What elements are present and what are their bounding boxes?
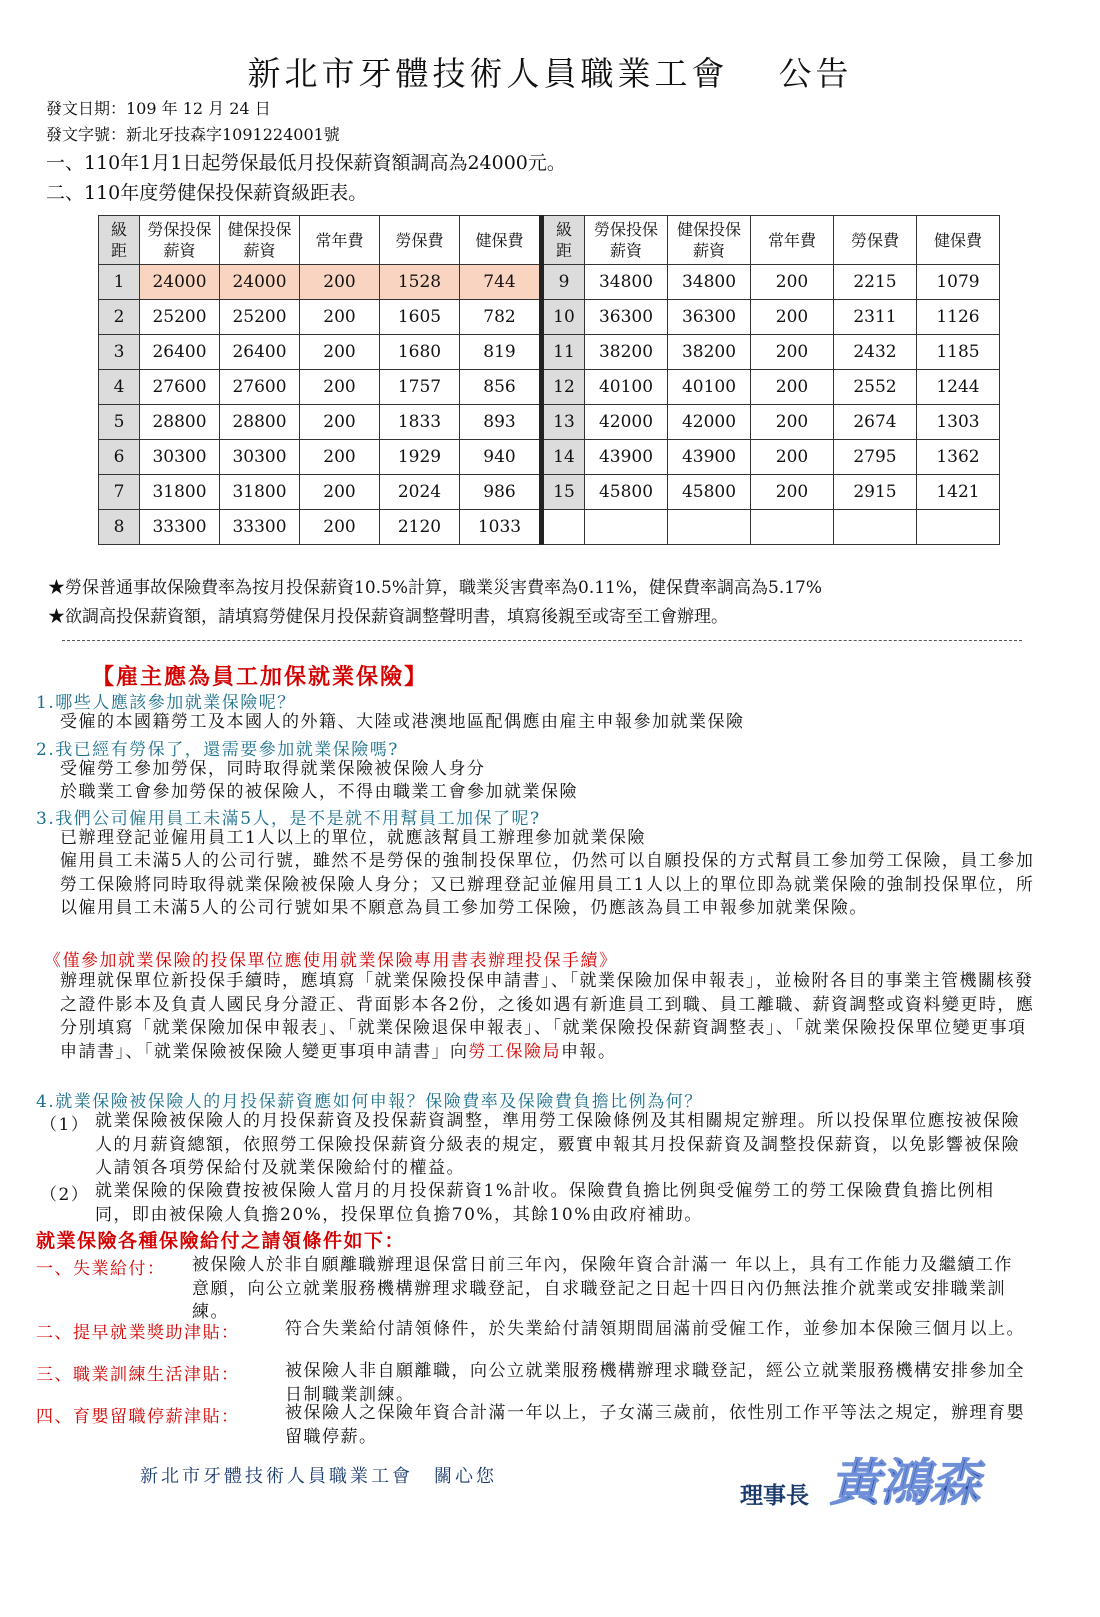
column-header: 常年費	[300, 216, 380, 265]
table-cell: 34800	[668, 265, 751, 300]
table-cell: 42000	[585, 405, 668, 440]
table-row	[99, 440, 1000, 475]
special-title: 《僅參加就業保險的投保單位應使用就業保險專用書表辦理投保手續》	[44, 951, 618, 971]
table-cell: 744	[460, 265, 542, 300]
title-main: 新北市牙體技術人員職業工會	[247, 54, 729, 93]
q4-p2: 就業保險的保險費按被保險人當月的月投保薪資1%計收。保險費負擔比例與受僱勞工的勞工保險費負擔比例相同，即由被保險人負擔20%，投保單位負擔70%，其餘10%由政府補助。	[95, 1181, 995, 1225]
benefit-3-text: 被保險人非自願離職，向公立就業服務機構辦理求職登記，經公立就業服務機構安排參加全日制職業訓練。	[285, 1361, 1025, 1405]
table-cell: 1033	[460, 510, 542, 545]
q4-p1-no: （1）	[40, 1115, 90, 1135]
benefit-4-label: 四、育嬰留職停薪津貼：	[36, 1407, 240, 1427]
table-cell: 200	[300, 440, 380, 475]
benefit-1-text: 被保險人於非自願離職辦理退保當日前三年內，保險年資合計滿一 年以上，具有工作能力及繼續工作意願，向公立就業服務機構辦理求職登記，自求職登記之日起十四日內仍無法推介就業或安排職業訓練。	[192, 1255, 1013, 1322]
table-cell: 36300	[585, 300, 668, 335]
table-row	[99, 300, 1000, 335]
table-cell: 200	[300, 475, 380, 510]
table-cell: 26400	[140, 335, 220, 370]
table-cell: 38200	[585, 335, 668, 370]
column-header: 勞保投保薪資	[585, 216, 668, 265]
table-cell	[751, 510, 834, 545]
q1-question: 1.哪些人應該參加就業保險呢？	[36, 693, 296, 713]
q3-answer-1: 已辦理登記並僱用員工1人以上的單位，就應該幫員工辦理參加就業保險	[60, 828, 646, 848]
table-cell: 25200	[220, 300, 300, 335]
benefit-2-label: 二、提早就業獎助津貼：	[36, 1323, 240, 1343]
table-cell: 200	[300, 370, 380, 405]
table-cell: 31800	[220, 475, 300, 510]
table-cell: 2215	[834, 265, 917, 300]
q1-answer: 受僱的本國籍勞工及本國人的外籍、大陸或港澳地區配偶應由雇主申報參加就業保險	[60, 712, 745, 732]
title-suffix: 公告	[778, 54, 853, 93]
table-cell: 25200	[140, 300, 220, 335]
table-cell: 1757	[380, 370, 460, 405]
table-cell: 200	[300, 335, 380, 370]
q2-answer-2: 於職業工會參加勞保的被保險人，不得由職業工會參加就業保險	[60, 782, 578, 802]
page-title	[0, 48, 1100, 95]
table-cell: 4	[99, 370, 140, 405]
table-cell: 200	[300, 265, 380, 300]
table-cell: 1244	[917, 370, 1000, 405]
table-cell: 200	[751, 370, 834, 405]
q4-p1: 就業保險被保險人的月投保薪資及投保薪資調整，準用勞工保險條例及其相關規定辦理。所以投保單位應按被保險人的月薪資總額，依照勞工保險投保薪資分級表的規定，覈實申報其月投保薪資及調整投保薪資，以免影響被保險人請領各項勞保給付及就業保險給付的權益。	[95, 1111, 1020, 1178]
special-body: 辦理就保單位新投保手續時，應填寫「就業保險投保申請書」、「就業保險加保申報表」，並檢附各目的事業主管機關核發之證件影本及負責人國民身分證正、背面影本各2份，之後如遇有新進員工到職、員工離職、薪資調整或資料變更時，應分別填寫「就業保險加保申報表」、「就業保險退保申報表」、「就業保險投保薪資調整表」、「就業保險投保單位變更事項申請書」、「就業保險被保險人變更事項申請書」向勞工保險局申報。	[60, 971, 1035, 1062]
table-cell: 200	[300, 405, 380, 440]
table-cell: 10	[542, 300, 585, 335]
table-cell: 7	[99, 475, 140, 510]
table-row	[99, 475, 1000, 510]
table-row	[99, 405, 1000, 440]
note-rate: ★勞保普通事故保險費率為按月投保薪資10.5%計算，職業災害費率為0.11%，健保費率調高為5.17%	[48, 578, 823, 598]
table-cell: 2674	[834, 405, 917, 440]
labor-bureau-text: 勞工保險局	[468, 1041, 561, 1062]
q3-question: 3.我們公司僱用員工未滿5人，是不是就不用幫員工加保了呢?	[36, 809, 541, 829]
table-cell: 200	[751, 335, 834, 370]
table-row	[99, 370, 1000, 405]
table-cell: 782	[460, 300, 542, 335]
table-cell: 1605	[380, 300, 460, 335]
table-cell: 200	[751, 265, 834, 300]
table-cell: 1929	[380, 440, 460, 475]
table-cell: 856	[460, 370, 542, 405]
table-row	[99, 265, 1000, 300]
table-cell: 30300	[220, 440, 300, 475]
table-cell: 36300	[668, 300, 751, 335]
table-cell	[917, 510, 1000, 545]
issue-date: 發文日期：109 年 12 月 24 日	[46, 99, 271, 118]
column-header: 勞保投保薪資	[140, 216, 220, 265]
table-cell: 1833	[380, 405, 460, 440]
table-cell: 2120	[380, 510, 460, 545]
table-cell: 40100	[585, 370, 668, 405]
insurance-fee-table	[98, 215, 1000, 545]
table-cell: 893	[460, 405, 542, 440]
table-cell: 2024	[380, 475, 460, 510]
table-cell: 2552	[834, 370, 917, 405]
q3-answer-2: 僱用員工未滿5人的公司行號，雖然不是勞保的強制投保單位，仍然可以自願投保的方式幫員工參加勞工保險，員工參加勞工保險將同時取得就業保險被保險人身分；又已辦理登記並僱用員工1人以上的單位即為就業保險的強制投保單位，所以僱用員工未滿5人的公司行號如果不願意為員工參加勞工保險，仍應該為員工申報參加就業保險。	[60, 851, 1035, 918]
table-cell: 43900	[585, 440, 668, 475]
benefits-title: 就業保險各種保險給付之請領條件如下：	[36, 1230, 406, 1252]
table-cell: 1680	[380, 335, 460, 370]
q4-p2-no: （2）	[40, 1185, 90, 1205]
table-cell: 3	[99, 335, 140, 370]
table-cell: 27600	[220, 370, 300, 405]
table-cell: 13	[542, 405, 585, 440]
employer-heading: 【雇主應為員工加保就業保險】	[92, 664, 429, 690]
table-cell: 1303	[917, 405, 1000, 440]
table-cell	[585, 510, 668, 545]
table-cell: 200	[300, 300, 380, 335]
benefit-4-text: 被保險人之保險年資合計滿一年以上，子女滿三歲前，依性別工作平等法之規定，辦理育嬰留職停薪。	[285, 1403, 1025, 1447]
table-cell	[542, 510, 585, 545]
column-header: 勞保費	[834, 216, 917, 265]
footer-org: 新北市牙體技術人員職業工會 關心您	[140, 1466, 497, 1487]
table-cell: 15	[542, 475, 585, 510]
item-two: 二、110年度勞健保投保薪資級距表。	[46, 182, 368, 204]
benefit-1-label: 一、失業給付：	[36, 1259, 166, 1279]
chair-signature-stamp	[826, 1448, 996, 1522]
column-header: 健保費	[460, 216, 542, 265]
table-cell: 200	[751, 300, 834, 335]
table-cell: 2	[99, 300, 140, 335]
table-cell: 1126	[917, 300, 1000, 335]
table-cell: 24000	[220, 265, 300, 300]
note-adjust: ★欲調高投保薪資額，請填寫勞健保月投保薪資調整聲明書，填寫後親至或寄至工會辦理。	[48, 607, 728, 627]
issue-ref: 發文字號：新北牙技森字1091224001號	[46, 125, 340, 144]
chair-label: 理事長	[740, 1482, 809, 1509]
table-cell: 14	[542, 440, 585, 475]
column-header: 健保投保薪資	[668, 216, 751, 265]
table-cell: 1362	[917, 440, 1000, 475]
table-header-row	[99, 216, 1000, 265]
table-cell: 40100	[668, 370, 751, 405]
table-cell: 5	[99, 405, 140, 440]
q4-question: 4.就業保險被保險人的月投保薪資應如何申報？保險費率及保險費負擔比例為何？	[36, 1092, 703, 1112]
column-header: 常年費	[751, 216, 834, 265]
table-cell: 200	[751, 440, 834, 475]
table-cell: 6	[99, 440, 140, 475]
table-cell	[834, 510, 917, 545]
q2-answer-1: 受僱勞工參加勞保，同時取得就業保險被保險人身分	[60, 759, 486, 779]
table-cell: 45800	[585, 475, 668, 510]
column-header: 級距	[99, 216, 140, 265]
item-one: 一、110年1月1日起勞保最低月投保薪資額調高為24000元。	[46, 152, 566, 174]
table-cell: 940	[460, 440, 542, 475]
column-header: 健保費	[917, 216, 1000, 265]
table-cell: 2915	[834, 475, 917, 510]
table-cell: 8	[99, 510, 140, 545]
chair-name-signature: 黃鴻森	[830, 1453, 980, 1512]
table-cell: 38200	[668, 335, 751, 370]
table-row	[99, 510, 1000, 545]
table-cell: 2432	[834, 335, 917, 370]
column-header: 健保投保薪資	[220, 216, 300, 265]
table-cell: 1528	[380, 265, 460, 300]
table-row	[99, 335, 1000, 370]
table-cell: 30300	[140, 440, 220, 475]
table-cell: 28800	[140, 405, 220, 440]
table-cell: 42000	[668, 405, 751, 440]
table-cell: 24000	[140, 265, 220, 300]
column-header: 級距	[542, 216, 585, 265]
table-cell: 1185	[917, 335, 1000, 370]
table-cell: 2795	[834, 440, 917, 475]
table-cell: 200	[751, 475, 834, 510]
q2-question: 2.我已經有勞保了，還需要參加就業保險嗎?	[36, 740, 399, 760]
table-cell: 1	[99, 265, 140, 300]
table-cell: 12	[542, 370, 585, 405]
table-cell: 1079	[917, 265, 1000, 300]
table-cell: 2311	[834, 300, 917, 335]
table-cell: 986	[460, 475, 542, 510]
table-cell: 27600	[140, 370, 220, 405]
table-cell: 200	[751, 405, 834, 440]
table-cell: 31800	[140, 475, 220, 510]
table-cell: 819	[460, 335, 542, 370]
benefit-2-text: 符合失業給付請領條件，於失業給付請領期間屆滿前受僱工作，並參加本保險三個月以上。	[285, 1319, 1025, 1339]
table-cell: 26400	[220, 335, 300, 370]
divider	[62, 640, 1022, 641]
table-cell: 28800	[220, 405, 300, 440]
table-cell: 34800	[585, 265, 668, 300]
table-cell: 11	[542, 335, 585, 370]
table-cell: 33300	[220, 510, 300, 545]
table-cell	[668, 510, 751, 545]
table-cell: 45800	[668, 475, 751, 510]
table-cell: 9	[542, 265, 585, 300]
table-cell: 33300	[140, 510, 220, 545]
benefit-3-label: 三、職業訓練生活津貼：	[36, 1365, 240, 1385]
table-cell: 43900	[668, 440, 751, 475]
table-cell: 1421	[917, 475, 1000, 510]
table-cell: 200	[300, 510, 380, 545]
column-header: 勞保費	[380, 216, 460, 265]
